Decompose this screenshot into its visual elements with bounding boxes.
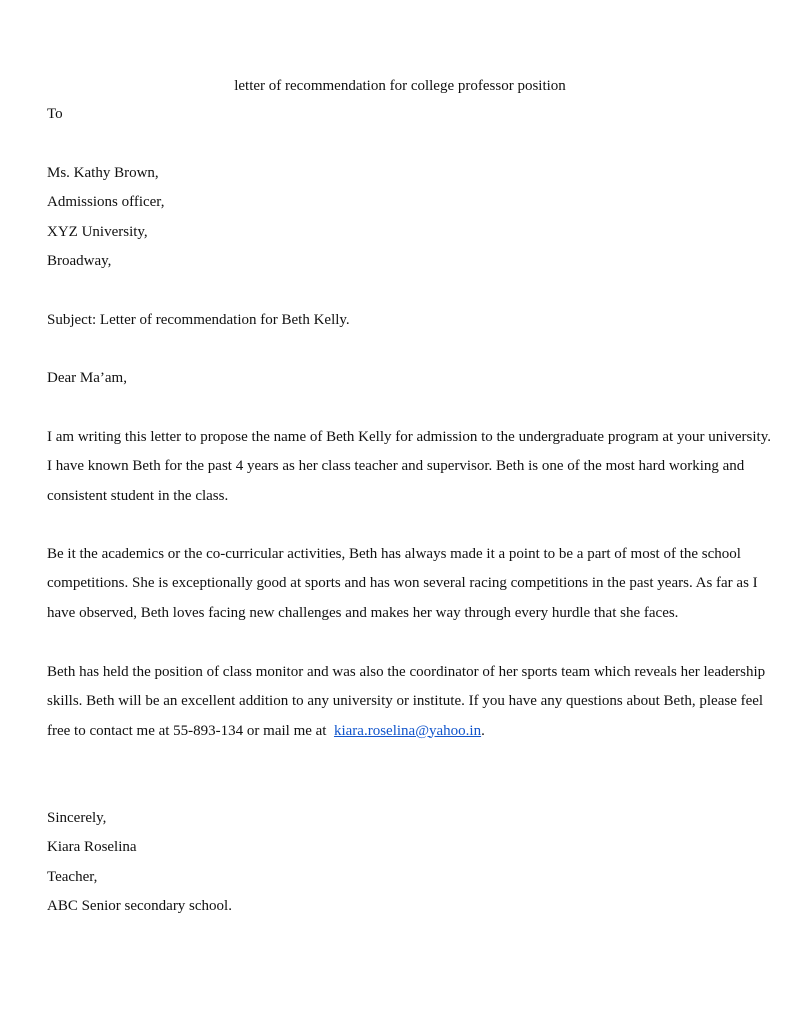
recipient-org: XYZ University, [47,223,148,240]
letter-title: letter of recommendation for college professor position [234,78,566,94]
signer-school: ABC Senior secondary school. [47,897,232,914]
paragraph-line-with-email [47,717,767,746]
paragraph-line: have observed, Beth loves facing new challenges and makes her way through every hurdle that she faces. [47,604,679,621]
paragraph-line: I have known Beth for the past 4 years as her class teacher and supervisor. Beth is one of the most hard working and [47,458,745,475]
paragraph-line: consistent student in the class. [47,487,229,504]
to-label: To [47,106,63,122]
signer-title: Teacher, [47,868,98,885]
paragraph-2 [47,540,767,628]
recipient-address [47,159,767,276]
recipient-address-line: Broadway, [47,252,112,269]
paragraph-3 [47,658,767,746]
email-link[interactable]: kiara.roselina@yahoo.in [333,722,482,739]
salutation: Dear Ma’am, [47,370,127,386]
paragraph-1 [47,423,771,511]
signer-name: Kiara Roselina [47,839,137,856]
contact-text: free to contact me at 55-893-134 or mail me at [47,722,327,739]
paragraph-line: Be it the academics or the co-curricular activities, Beth has always made it a point to be a part of most of the school [47,546,741,562]
sentence-end: . [481,722,485,739]
closing-block [47,804,767,921]
recipient-role: Admissions officer, [47,194,165,211]
recipient-name: Ms. Kathy Brown, [47,165,159,181]
subject-line: Subject: Letter of recommendation for Beth Kelly. [47,312,350,328]
paragraph-line: competitions. She is exceptionally good at sports and has won several racing competitions in the past years. As far as I [47,575,758,592]
valediction: Sincerely, [47,810,107,826]
paragraph-line: skills. Beth will be an excellent addition to any university or institute. If you have any questions about Beth, please feel [47,693,764,710]
paragraph-line: I am writing this letter to propose the name of Beth Kelly for admission to the undergraduate program at your university. [47,429,771,445]
paragraph-line: Beth has held the position of class monitor and was also the coordinator of her sports team which reveals her leadership [47,664,766,680]
